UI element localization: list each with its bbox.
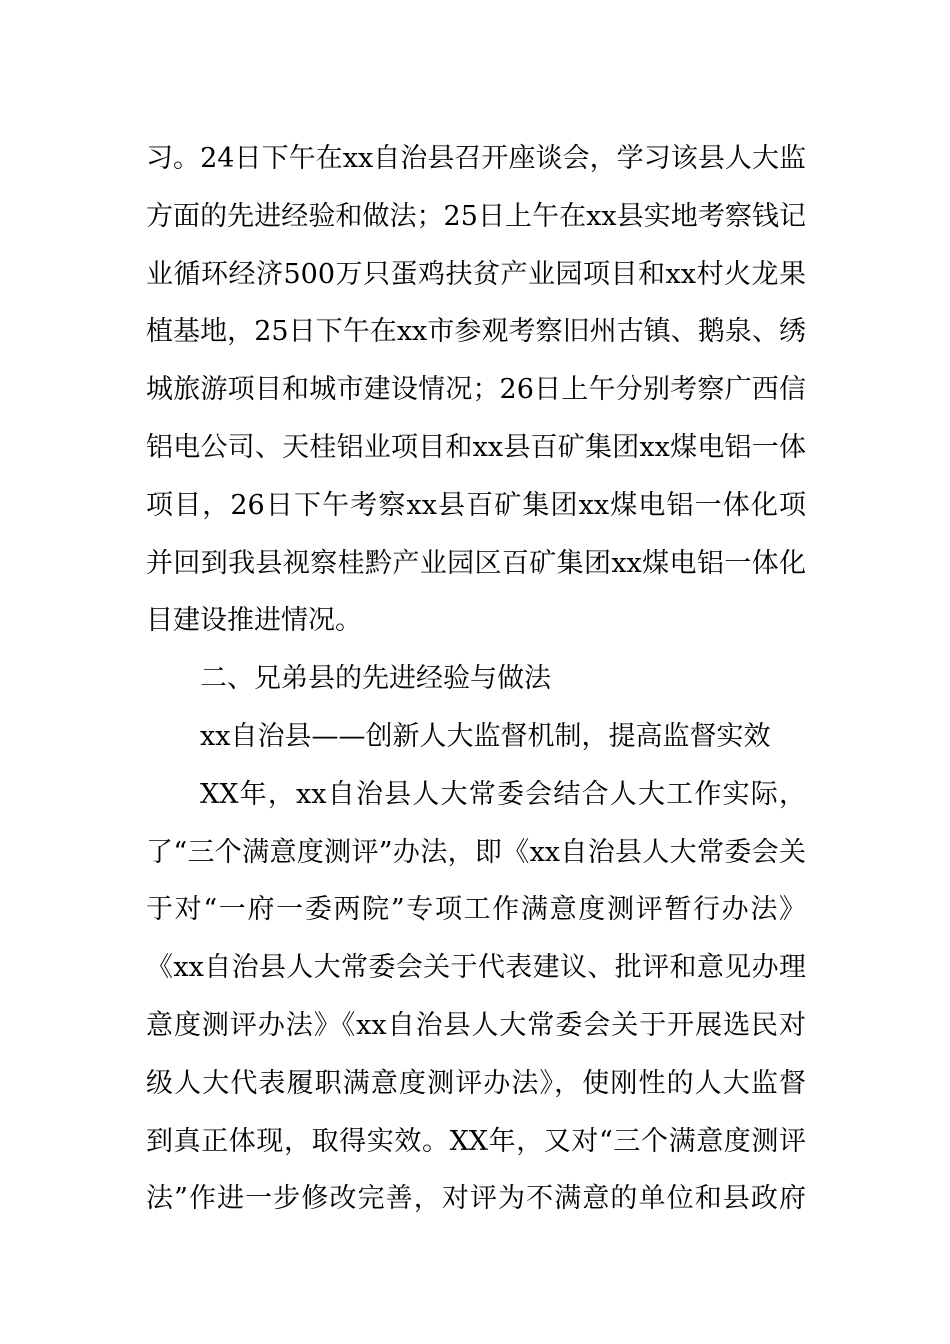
text-line: 目建设推进情况。 bbox=[146, 605, 362, 637]
text-line: 到真正体现，取得实效。XX年，又对“三个满意度测评 bbox=[146, 1125, 806, 1157]
section-heading: 二、兄弟县的先进经验与做法 bbox=[200, 663, 551, 695]
text-line: 了“三个满意度测评”办法，即《xx自治县人大常委会关 bbox=[146, 836, 806, 868]
text-line: 于对“一府一委两院”专项工作满意度测评暂行办法》 bbox=[146, 894, 806, 926]
subsection-heading: xx自治县——创新人大监督机制，提高监督实效 bbox=[200, 720, 771, 752]
text-line: 习。24日下午在xx自治县召开座谈会，学习该县人大监 bbox=[146, 143, 806, 174]
text-line: XX年，xx自治县人大常委会结合人大工作实际， bbox=[200, 778, 806, 810]
text-line: 城旅游项目和城市建设情况；26日上午分别考察广西信 bbox=[146, 374, 806, 406]
text-line: 方面的先进经验和做法；25日上午在xx县实地考察钱记 bbox=[146, 200, 806, 232]
text-line: 植基地，25日下午在xx市参观考察旧州古镇、鹅泉、绣 bbox=[146, 316, 806, 348]
text-line: 法”作进一步修改完善，对评为不满意的单位和县政府 bbox=[146, 1183, 806, 1215]
text-line: 意度测评办法》《xx自治县人大常委会关于开展选民对 bbox=[146, 1009, 806, 1041]
text-line: 项目，26日下午考察xx县百矿集团xx煤电铝一体化项 bbox=[146, 489, 806, 521]
text-line: 《xx自治县人大常委会关于代表建议、批评和意见办理 bbox=[146, 952, 806, 984]
text-line: 并回到我县视察桂黔产业园区百矿集团xx煤电铝一体化 bbox=[146, 547, 806, 579]
text-line: 业循环经济500万只蛋鸡扶贫产业园项目和xx村火龙果 bbox=[146, 258, 806, 290]
text-line: 级人大代表履职满意度测评办法》，使刚性的人大监督 bbox=[146, 1067, 806, 1099]
text-line: 铝电公司、天桂铝业项目和xx县百矿集团xx煤电铝一体 bbox=[146, 431, 806, 463]
document-body bbox=[146, 130, 806, 1228]
